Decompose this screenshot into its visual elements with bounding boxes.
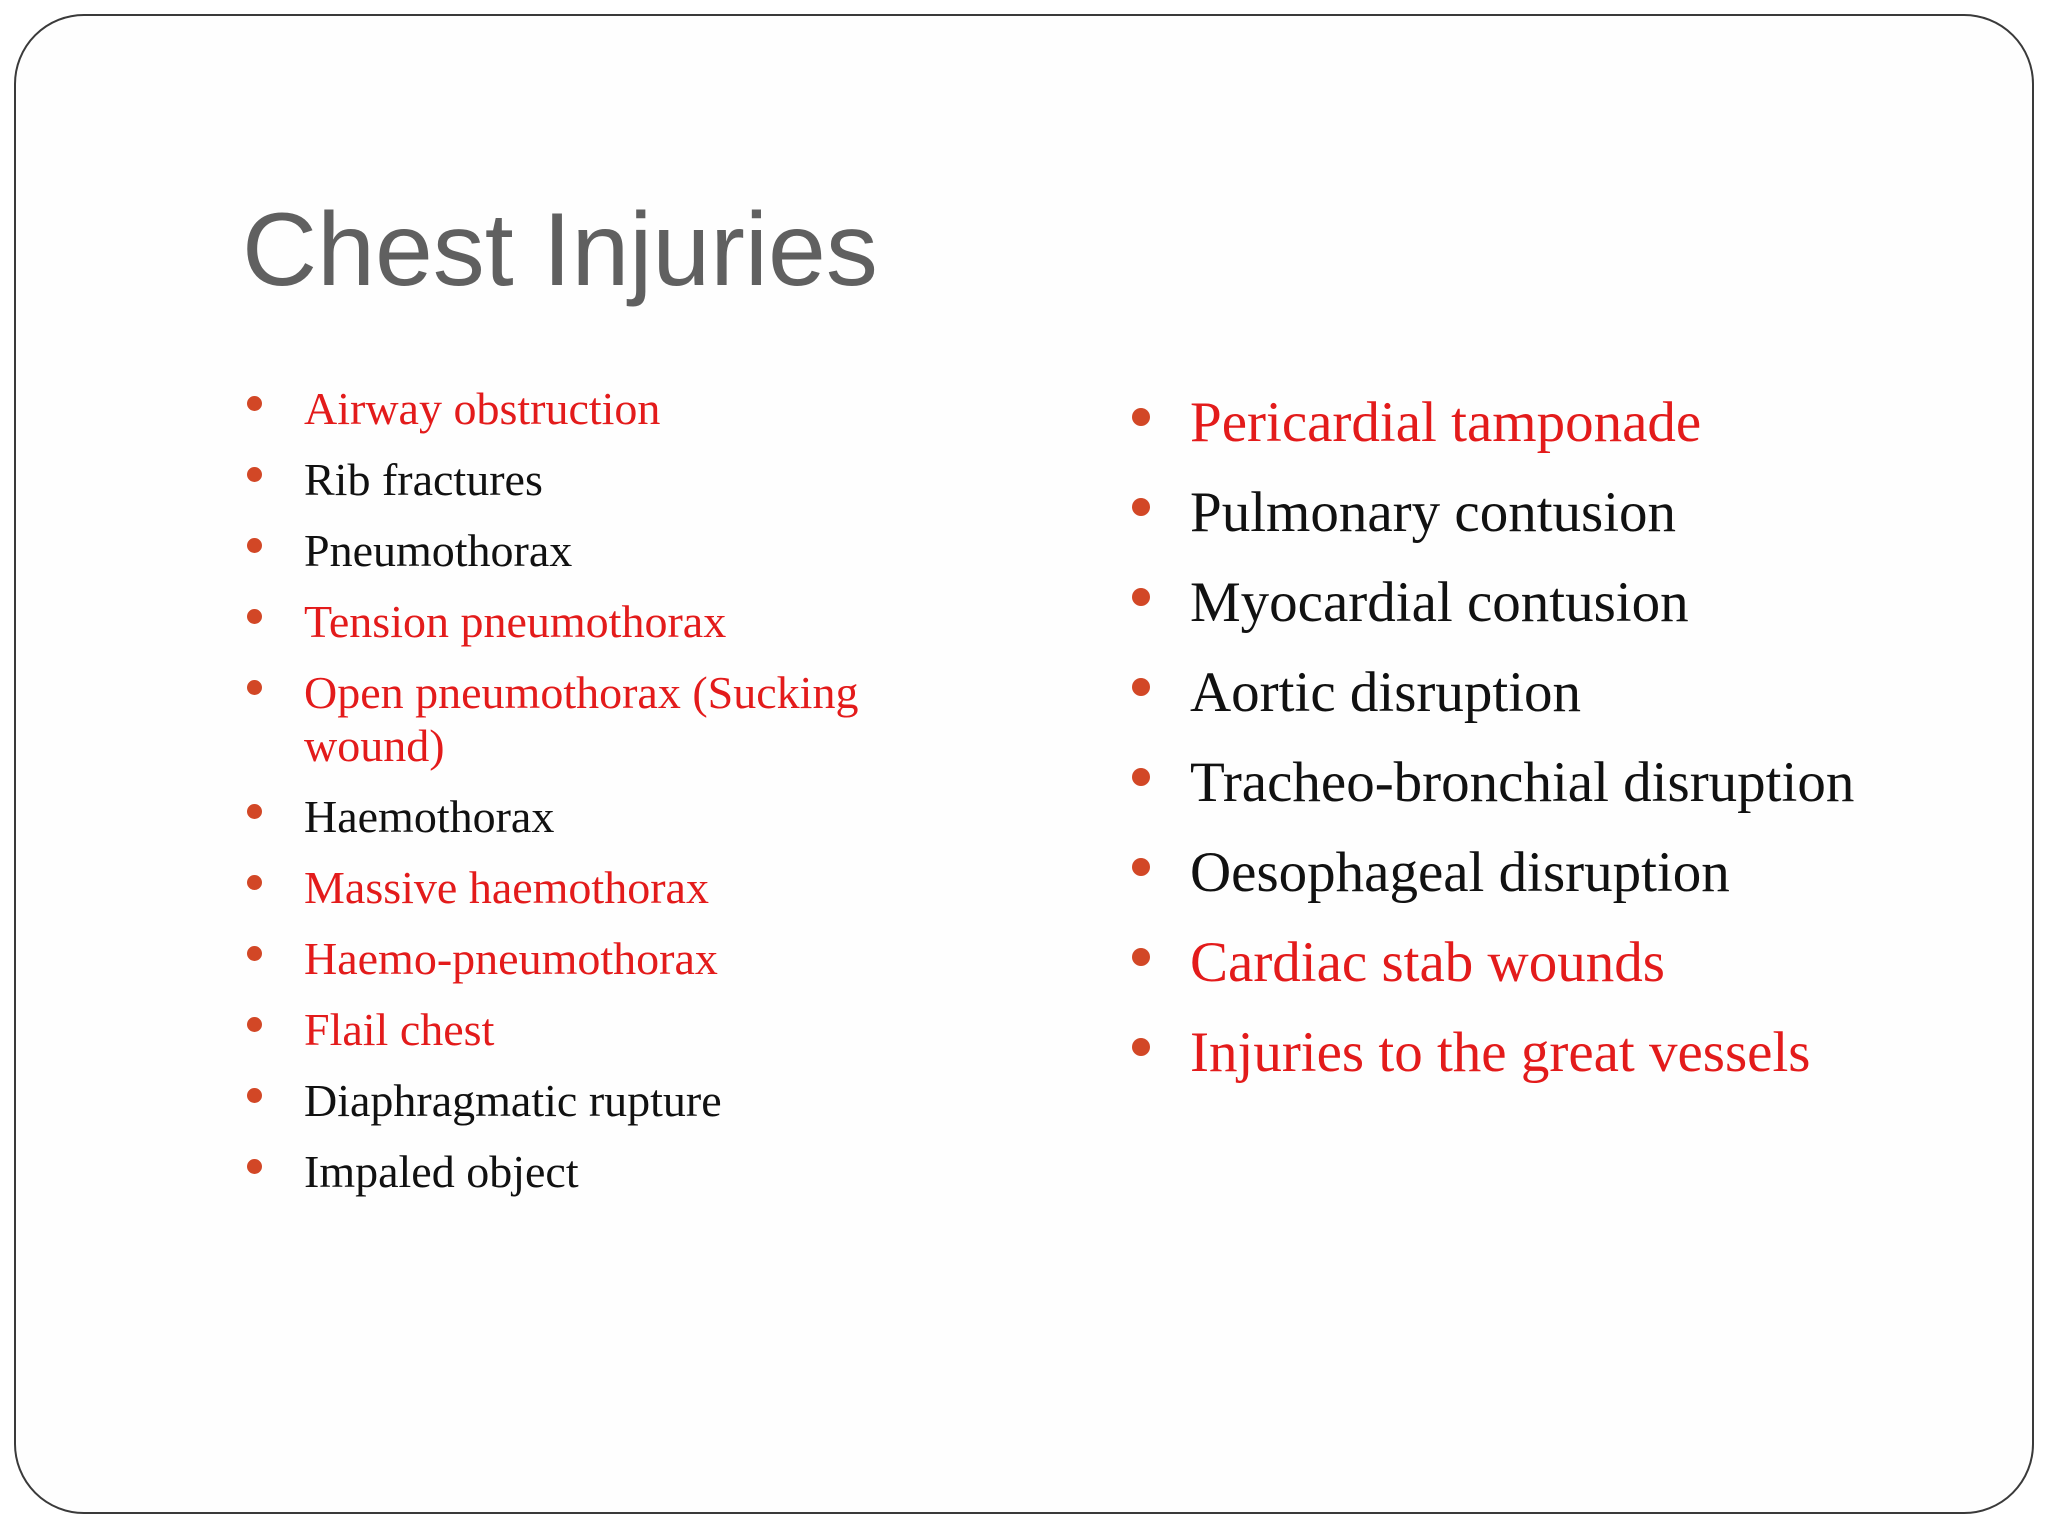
list-item-text: Pulmonary contusion xyxy=(1190,481,1677,544)
slide-frame xyxy=(14,14,2034,1514)
list-item xyxy=(242,524,982,577)
list-item-text: Open pneumothorax (Sucking wound) xyxy=(304,667,859,771)
list-item-text: Haemothorax xyxy=(304,791,555,842)
bullet-icon xyxy=(247,1017,262,1032)
bullet-icon xyxy=(247,804,262,819)
list-item-text: Myocardial contusion xyxy=(1190,571,1689,634)
list-item xyxy=(1128,840,2028,906)
bullet-icon xyxy=(1132,408,1150,426)
bullet-icon xyxy=(247,1088,262,1103)
list-item-text: Pericardial tamponade xyxy=(1190,391,1702,454)
list-item-text: Pneumothorax xyxy=(304,525,573,576)
list-item xyxy=(242,453,982,506)
list-item-text: Oesophageal disruption xyxy=(1190,841,1730,904)
bullet-icon xyxy=(1132,678,1150,696)
bullet-icon xyxy=(247,875,262,890)
list-item-text: Diaphragmatic rupture xyxy=(304,1075,722,1126)
list-item-text: Haemo-pneumothorax xyxy=(304,933,718,984)
list-item-text: Flail chest xyxy=(304,1004,495,1055)
list-item-text: Cardiac stab wounds xyxy=(1190,931,1665,994)
list-item xyxy=(242,382,982,435)
list-item-text: Tracheo-bronchial disruption xyxy=(1190,751,1855,814)
left-bullet-list xyxy=(242,382,982,1216)
list-item-text: Rib fractures xyxy=(304,454,543,505)
list-item xyxy=(242,595,982,648)
right-bullet-list xyxy=(1128,390,2028,1110)
list-item xyxy=(1128,570,2028,636)
list-item-text: Airway obstruction xyxy=(304,383,661,434)
list-item xyxy=(1128,480,2028,546)
bullet-icon xyxy=(247,680,262,695)
bullet-icon xyxy=(247,467,262,482)
bullet-icon xyxy=(1132,768,1150,786)
list-item xyxy=(242,1145,982,1198)
list-item xyxy=(242,790,982,843)
list-item xyxy=(242,861,982,914)
list-item-text: Aortic disruption xyxy=(1190,661,1582,724)
slide-title: Chest Injuries xyxy=(242,192,878,308)
list-item xyxy=(242,666,982,772)
list-item-text: Tension pneumothorax xyxy=(304,596,727,647)
list-item xyxy=(1128,390,2028,456)
list-item xyxy=(1128,660,2028,726)
list-item xyxy=(1128,750,2028,816)
bullet-icon xyxy=(1132,948,1150,966)
list-item xyxy=(242,1003,982,1056)
bullet-icon xyxy=(247,609,262,624)
bullet-icon xyxy=(1132,588,1150,606)
list-item xyxy=(1128,1020,2028,1086)
bullet-icon xyxy=(1132,1038,1150,1056)
bullet-icon xyxy=(247,946,262,961)
list-item-text: Impaled object xyxy=(304,1146,579,1197)
list-item xyxy=(1128,930,2028,996)
bullet-icon xyxy=(1132,498,1150,516)
list-item-text: Injuries to the great vessels xyxy=(1190,1021,1811,1084)
bullet-icon xyxy=(247,396,262,411)
bullet-icon xyxy=(1132,858,1150,876)
list-item xyxy=(242,932,982,985)
bullet-icon xyxy=(247,538,262,553)
list-item xyxy=(242,1074,982,1127)
list-item-text: Massive haemothorax xyxy=(304,862,709,913)
bullet-icon xyxy=(247,1159,262,1174)
